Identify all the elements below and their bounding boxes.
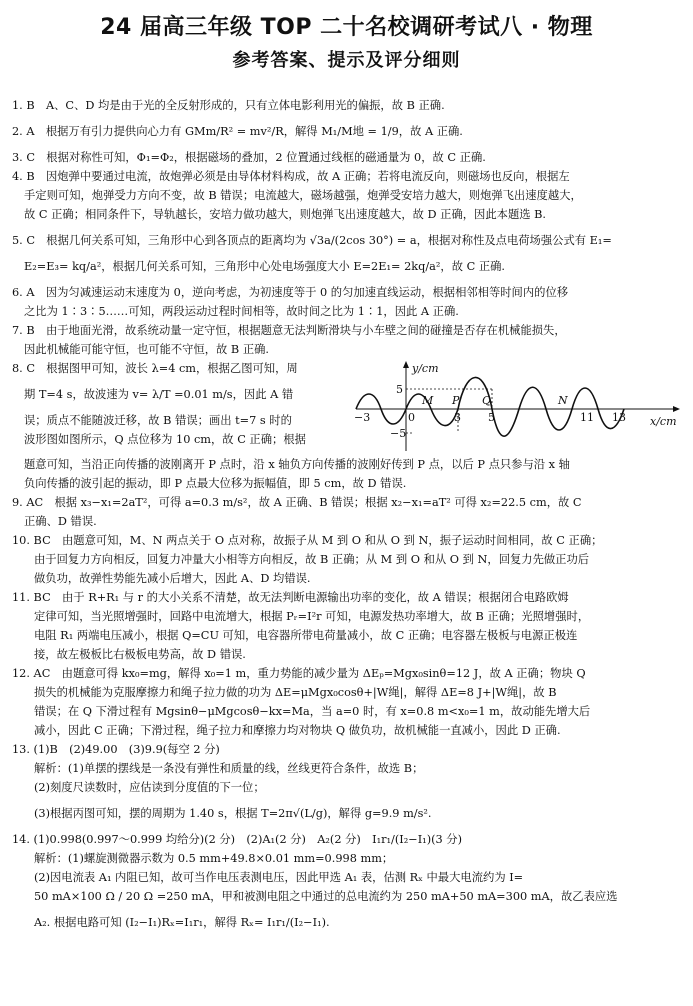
page-subtitle: 参考答案、提示及评分细则 bbox=[232, 50, 461, 71]
answer-11-line-3: 电阻 R₁ 两端电压减小，根据 Q=CU 可知，电容器所带电荷量减小，故 C 正确；电容器左极板与电源正极连 bbox=[34, 629, 578, 642]
answer-8-line-2: 期 T=4 s，故波速为 v= λ/T =0.01 m/s，因此 A 错 bbox=[24, 388, 294, 401]
answer-13-line-2: 解析：(1)单摆的摆线是一条没有弹性和质量的线，丝线更符合条件，故选 B； bbox=[34, 762, 424, 775]
tick-y-minus5: −5 bbox=[390, 427, 407, 440]
answer-12-line-3: 错误；在 Q 下滑过程有 Mgsinθ−μMgcosθ−kx=Ma，当 a=0 时，有 x=0.8 m<x₀=1 m，故动能先增大后 bbox=[34, 705, 591, 718]
answer-5-line-1: 5. C 根据几何关系可知，三角形中心到各顶点的距离均为 √3a/(2cos 30°) = a，根据对称性及点电荷场强公式有 E₁= bbox=[12, 234, 612, 247]
answer-4-line-3: 故 C 正确；相同条件下，导轨越长，安培力做功越大，则炮弹飞出速度越大，故 D 正确，因此本题选 B. bbox=[24, 208, 547, 221]
x-axis-arrow bbox=[673, 406, 680, 412]
y-axis-arrow bbox=[403, 361, 409, 368]
wave-figure bbox=[354, 359, 686, 455]
answer-7-line-2: 因此机械能可能守恒，也可能不守恒，故 B 正确. bbox=[24, 343, 270, 356]
point-label-P: P bbox=[452, 394, 460, 407]
answer-10-line-1: 10. BC 由题意可知，M、N 两点关于 O 点对称，故振子从 M 到 O 和从 O 到 N，振子运动时间相同，故 C 正确； bbox=[12, 534, 603, 547]
answer-10-line-2: 由于回复力方向相反，回复力冲量大小相等方向相反，故 B 正确；从 M 到 O 和从 O 到 N，回复力先做正功后 bbox=[34, 553, 590, 566]
answer-1: 1. B A、C、D 均是由于光的全反射形成的，只有立体电影利用光的偏振，故 B 正确. bbox=[12, 99, 445, 112]
answer-14-line-1: 14. (1)0.998(0.997～0.999 均给分)(2 分) (2)A₁(2 分) A₂(2 分) I₁r₁/(I₂−I₁)(3 分) bbox=[12, 833, 462, 846]
answer-12-line-1: 12. AC 由题意可得 kx₀=mg，解得 x₀=1 m，重力势能的减少量为 ΔEₚ=Mgx₀sinθ=12 J，故 A 正确；物块 Q bbox=[12, 667, 586, 680]
tick-y-5: 5 bbox=[396, 383, 403, 396]
answer-11-line-4: 接，故左极板比右极板电势高，故 D 错误. bbox=[34, 648, 246, 661]
answer-8-block bbox=[12, 359, 684, 455]
answer-2: 2. A 根据万有引力提供向心力有 GMm/R² = mv²/R，解得 M₁/M地 = 1/9，故 A 正确. bbox=[12, 125, 463, 138]
answer-6-line-2: 之比为 1∶3∶5……可知，两段运动过程时间相等，故时间之比为 1∶1，因此 A 正确. bbox=[24, 305, 459, 318]
answer-4-line-2: 手定则可知，炮弹受力方向不变，故 B 错误；电流越大，磁场越强，炮弹受安培力越大，则炮弹飞出速度越大， bbox=[24, 189, 582, 202]
answer-14-line-3: (2)因电流表 A₁ 内阻已知，故可当作电压表测电压，因此甲选 A₁ 表，估测 Rₓ 中最大电流约为 I= bbox=[34, 871, 524, 884]
answer-8-line-1: 8. C 根据图甲可知，波长 λ=4 cm，根据乙图可知，周 bbox=[12, 362, 298, 375]
x-axis-label: x/cm bbox=[650, 415, 677, 428]
tick-x-3: 3 bbox=[454, 411, 461, 424]
answer-12-line-4: 减小，因此 C 正确；下滑过程，绳子拉力和摩擦力均对物块 Q 做负功，故机械能一直减小，因此 D 正确. bbox=[34, 724, 561, 737]
answer-4-line-1: 4. B 因炮弹中要通过电流，故炮弹必须是由导体材料构成，故 A 正确；若将电流反向，则磁场也反向，根据左 bbox=[12, 170, 570, 183]
answer-8-line-4: 波形图如图所示，Q 点位移为 10 cm，故 C 正确；根据 bbox=[24, 433, 306, 446]
y-axis-label: y/cm bbox=[412, 362, 439, 375]
answer-11-line-1: 11. BC 由于 R+R₁ 与 r 的大小关系不清楚，故无法判断电源输出功率的变化，故 A 错误；根据闭合电路欧姆 bbox=[12, 591, 569, 604]
answer-6-line-1: 6. A 因为匀减速运动末速度为 0，逆向考虑，为初速度等于 0 的匀加速直线运动，根据相邻相等时间内的位移 bbox=[12, 286, 569, 299]
point-label-N: N bbox=[558, 394, 568, 407]
answer-13-line-3: (2)刻度尺读数时，应估读到分度值的下一位； bbox=[34, 781, 265, 794]
answer-8-line-6: 负向传播的波引起的振动，即 P 点最大位移为振幅值，即 5 cm，故 D 错误. bbox=[24, 477, 407, 490]
answer-5-line-2: E₂=E₃= kq/a²，根据几何关系可知，三角形中心处电场强度大小 E=2E₁= 2kq/a²，故 C 正确. bbox=[24, 260, 506, 273]
answer-3: 3. C 根据对称性可知，Φ₁=Φ₂，根据磁场的叠加，2 位置通过线框的磁通量为 0，故 C 正确. bbox=[12, 151, 486, 164]
answer-8-text bbox=[12, 359, 352, 449]
answer-8-line-3: 误；质点不能随波迁移，故 B 错误；画出 t=7 s 时的 bbox=[24, 414, 292, 427]
answer-14-line-2: 解析：(1)螺旋测微器示数为 0.5 mm+49.8×0.01 mm=0.998 mm； bbox=[34, 852, 394, 865]
answer-10-line-3: 做负功，故弹性势能先减小后增大，因此 A、D 均错误. bbox=[34, 572, 311, 585]
tick-x-11: 11 bbox=[580, 411, 594, 424]
answer-9-line-2: 正确、D 错误. bbox=[24, 515, 97, 528]
answer-9-line-1: 9. AC 根据 x₃−x₁=2aT²，可得 a=0.3 m/s²，故 A 正确、B 错误；根据 x₂−x₁=aT² 可得 x₂=22.5 cm，故 C bbox=[12, 496, 582, 509]
answers-body bbox=[12, 96, 684, 932]
answer-11-line-2: 定律可知，当光照增强时，回路中电流增大，根据 Pᵣ=I²r 可知，电源发热功率增大，故 B 正确；光照增强时， bbox=[34, 610, 590, 623]
point-label-M: M bbox=[422, 394, 434, 407]
tick-x-0: 0 bbox=[408, 411, 415, 424]
answer-8-line-5: 题意可知，当沿正向传播的波刚离开 P 点时，沿 x 轴负方向传播的波刚好传到 P 点，以后 P 点只参与沿 x 轴 bbox=[24, 458, 570, 471]
point-label-Q: Q bbox=[482, 394, 492, 407]
tick-x-13: 13 bbox=[612, 411, 626, 424]
answer-12-line-2: 损失的机械能为克服摩擦力和绳子拉力做的功为 ΔE=μMgx₀cosθ+|W绳|，解得 ΔE=8 J+|W绳|，故 B bbox=[34, 686, 557, 699]
tick-x-minus3: −3 bbox=[354, 411, 371, 424]
answer-14-line-5: A₂. 根据电路可知 (I₂−I₁)Rₓ=I₁r₁，解得 Rₓ= I₁r₁/(I₂−I₁). bbox=[34, 916, 330, 929]
answer-13-line-1: 13. (1)B (2)49.00 (3)9.9(每空 2 分) bbox=[12, 743, 220, 756]
answer-13-line-4: (3)根据丙图可知，摆的周期为 1.40 s，根据 T=2π√(L/g)，解得 g=9.9 m/s². bbox=[34, 807, 432, 820]
page-title: 24 届高三年级 TOP 二十名校调研考试八 · 物理 bbox=[100, 15, 593, 40]
answer-7-line-1: 7. B 由于地面光滑，故系统动量一定守恒，根据题意无法判断滑块与小车壁之间的碰撞是否存在机械能损失， bbox=[12, 324, 566, 337]
tick-x-5: 5 bbox=[488, 411, 495, 424]
answer-14-line-4: 50 mA×100 Ω / 20 Ω =250 mA，甲和被测电阻之中通过的总电流约为 250 mA+50 mA=300 mA，故乙表应选 bbox=[34, 890, 618, 903]
